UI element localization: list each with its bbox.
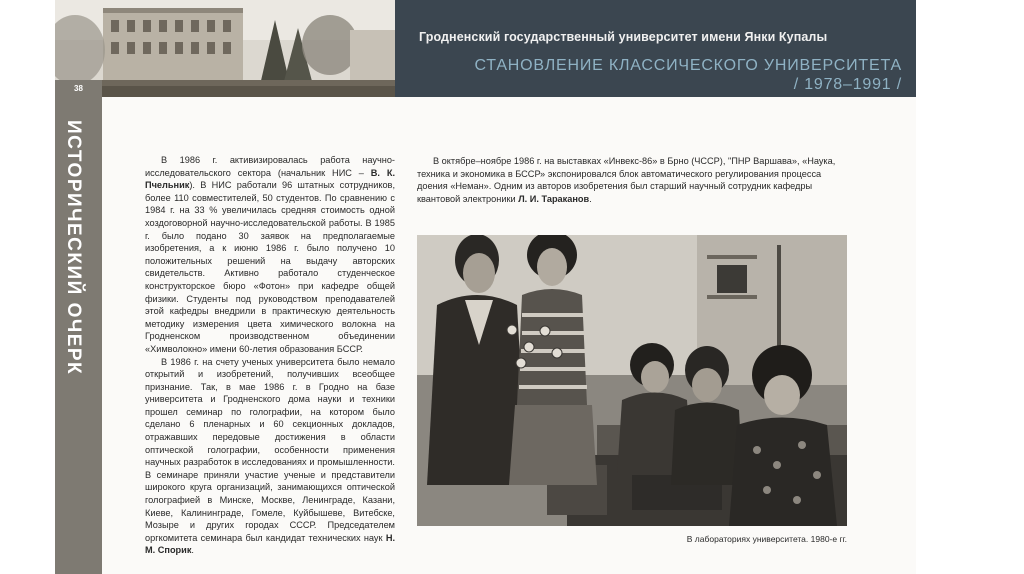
left-text-column (145, 154, 395, 557)
chapter-label-vertical: ИСТОРИЧЕСКИЙ ОЧЕРК (63, 120, 84, 376)
person-name: В. К. Пчельник (145, 167, 395, 191)
paragraph: В октябре–ноябре 1986 г. на выставках «Инвекс-86» в Брно (ЧССР), "ПНР Варшава», «Наука, техника и экономика в БССР» экспонировался блок автоматического регулирования процесса доения «Неман». Одним из авторов изобретения был старший научный сотрудник кафедры квантовой электроники Л. И. Тараканов. (417, 156, 836, 204)
book-page (55, 0, 916, 574)
laboratory-photo (417, 235, 847, 526)
section-years: / 1978–1991 / (793, 76, 902, 93)
section-title: СТАНОВЛЕНИЕ КЛАССИЧЕСКОГО УНИВЕРСИТЕТА (474, 57, 902, 74)
photo-caption: В лабораториях университета. 1980-е гг. (686, 534, 847, 544)
page-number: 38 (55, 80, 102, 97)
university-name: Гродненский государственный университет имени Янки Купалы (419, 30, 828, 44)
right-text-column (417, 155, 847, 205)
university-building-photo (55, 0, 395, 97)
header-banner (395, 0, 916, 97)
paragraph: В 1986 г. на счету ученых университета было немало открытий и изобретений, получивших всеобщее признание. Так, в мае 1986 г. в Гродно на базе университета и Гродненского дома науки и техники прошел семинар по голографии, на котором было сделано 6 пленарных и 60 секционных докладов, отражавших передовые достижения в области оптической голографии, особенности применения научных разработок в исследованиях и промышленности. В семинаре приняли участие ученые и представители широкого круга организаций, занимающихся оптической голографией в Минске, Москве, Ленинграде, Казани, Киеве, Калининграде, Гомеле, Куйбышеве, Витебске, Мозыре и других городах СССР. Председателем оргкомитета семинара был кандидат технических наук Н. М. Спорик. (145, 356, 395, 556)
person-name: Л. И. Тараканов (518, 193, 590, 204)
person-name: Н. М. Спорик (145, 532, 395, 556)
paragraph: В 1986 г. активизировалась работа научно-исследовательского сектора (начальник НИС – В. К. Пчельник). В НИС работали 96 штатных сотрудников, более 110 совместителей, 50 студентов. По сравнению с 1984 г. на 33 % увеличилась средняя стоимость одной хоздоговорной научно-исследовательской работы. В 1985 г. было подано 30 заявок на предполагаемые изобретения, а к июню 1986 г. было получено 10 положительных решений на выдачу авторских свидетельств. Активно работало студенческое конструкторское бюро «Фотон» при кафедре общей физики. Студенты под руководством преподавателей этой кафедры внедрили в практическую деятельность методику измерения цвета химического волокна на Гродненском производственном объединении «Химволокно» имени 60-летия образования БССР. (145, 155, 395, 354)
